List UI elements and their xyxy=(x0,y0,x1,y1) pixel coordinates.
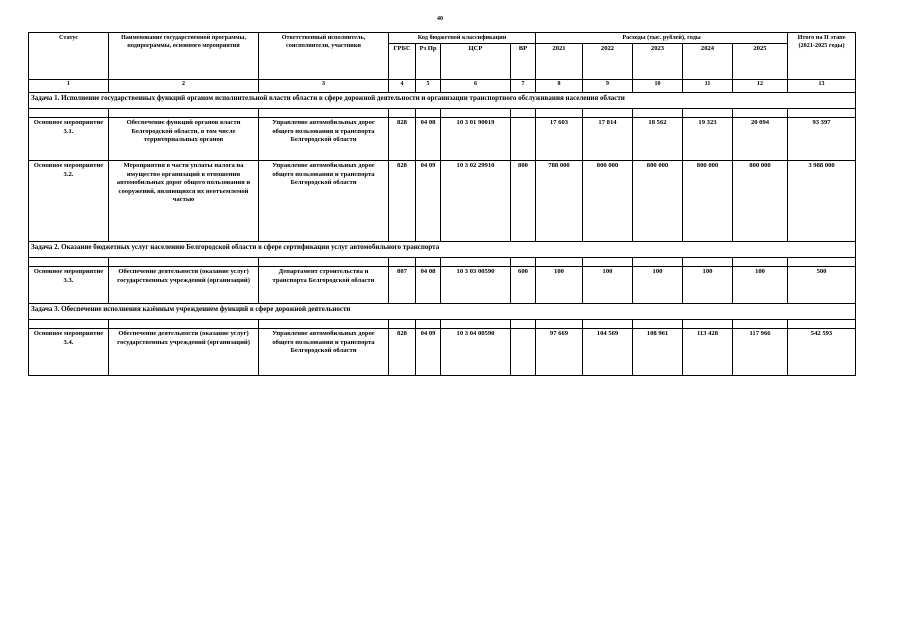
header-year-2022: 2022 xyxy=(583,44,633,80)
amount-2024-cell: 19 323 xyxy=(683,118,733,161)
responsible-cell: Управление автомобильных дорог общего пользования и транспорта Белгородской области xyxy=(259,161,389,242)
spacer-cell xyxy=(441,320,511,329)
name-cell: Обеспечение функций органов власти Белгородской области, в том числе территориальных органов xyxy=(109,118,259,161)
spacer-cell xyxy=(511,258,536,267)
column-number: 11 xyxy=(683,80,733,93)
header-row-1 xyxy=(29,33,856,44)
vr-cell: 800 xyxy=(511,161,536,242)
csr-cell: 10 3 02 29910 xyxy=(441,161,511,242)
name-cell: Обеспечение деятельности (оказание услуг) государственных учреждений (организаций) xyxy=(109,267,259,304)
header-vr: ВР xyxy=(511,44,536,80)
amount-2025-cell: 100 xyxy=(733,267,788,304)
column-number: 7 xyxy=(511,80,536,93)
amount-2022-cell: 100 xyxy=(583,267,633,304)
column-number: 12 xyxy=(733,80,788,93)
task-row-2 xyxy=(29,242,856,258)
grbs-cell: 807 xyxy=(389,267,416,304)
spacer-cell xyxy=(536,258,583,267)
total-cell: 93 397 xyxy=(788,118,856,161)
amount-2021-cell: 97 669 xyxy=(536,329,583,376)
spacer-cell xyxy=(511,320,536,329)
status-cell: Основное мероприятие 3.2. xyxy=(29,161,109,242)
spacer-row xyxy=(29,109,856,118)
amount-2022-cell: 104 569 xyxy=(583,329,633,376)
table-row-3-3 xyxy=(29,267,856,304)
csr-cell: 10 3 04 00590 xyxy=(441,329,511,376)
spacer-cell xyxy=(29,320,109,329)
responsible-cell: Управление автомобильных дорог общего пользования и транспорта Белгородской области xyxy=(259,118,389,161)
total-cell: 500 xyxy=(788,267,856,304)
spacer-cell xyxy=(389,258,416,267)
name-cell: Мероприятия в части уплаты налога на имущество организаций в отношении автомобильных дорог общего пользования и сооружений, являющихся их неотъемлемой частью xyxy=(109,161,259,242)
header-rzpr: Рз Пр xyxy=(416,44,441,80)
spacer-cell xyxy=(788,320,856,329)
rzpr-cell: 04 08 xyxy=(416,267,441,304)
task-row-1 xyxy=(29,93,856,109)
spacer-cell xyxy=(536,320,583,329)
spacer-cell xyxy=(633,109,683,118)
spacer-cell xyxy=(633,320,683,329)
spacer-cell xyxy=(416,109,441,118)
column-number: 1 xyxy=(29,80,109,93)
task-title: Задача 3. Обеспечение исполнения казённым учреждением функций в сфере дорожной деятельности xyxy=(29,304,856,320)
amount-2021-cell: 788 000 xyxy=(536,161,583,242)
name-cell: Обеспечение деятельности (оказание услуг) государственных учреждений (организаций) xyxy=(109,329,259,376)
amount-2024-cell: 100 xyxy=(683,267,733,304)
csr-cell: 10 3 01 90019 xyxy=(441,118,511,161)
column-number: 3 xyxy=(259,80,389,93)
vr-cell: 600 xyxy=(511,267,536,304)
column-number: 9 xyxy=(583,80,633,93)
responsible-cell: Департамент строительства и транспорта Белгородской области xyxy=(259,267,389,304)
header-year-2024: 2024 xyxy=(683,44,733,80)
spacer-cell xyxy=(389,320,416,329)
csr-cell: 10 3 03 00590 xyxy=(441,267,511,304)
amount-2024-cell: 800 000 xyxy=(683,161,733,242)
spacer-row xyxy=(29,258,856,267)
header-year-2023: 2023 xyxy=(633,44,683,80)
responsible-cell: Управление автомобильных дорог общего пользования и транспорта Белгородской области xyxy=(259,329,389,376)
spacer-row xyxy=(29,320,856,329)
column-number: 4 xyxy=(389,80,416,93)
header-year-2021: 2021 xyxy=(536,44,583,80)
spacer-cell xyxy=(536,109,583,118)
status-cell: Основное мероприятие 3.4. xyxy=(29,329,109,376)
amount-2023-cell: 108 961 xyxy=(633,329,683,376)
vr-cell xyxy=(511,118,536,161)
amount-2021-cell: 100 xyxy=(536,267,583,304)
spacer-cell xyxy=(259,320,389,329)
budget-table xyxy=(28,32,856,376)
spacer-cell xyxy=(511,109,536,118)
header-total: Итого на II этапе (2021-2025 годы) xyxy=(788,33,856,80)
spacer-cell xyxy=(416,320,441,329)
table-row-3-4 xyxy=(29,329,856,376)
rzpr-cell: 04 09 xyxy=(416,161,441,242)
header-grbs: ГРБС xyxy=(389,44,416,80)
spacer-cell xyxy=(733,258,788,267)
amount-2023-cell: 100 xyxy=(633,267,683,304)
column-number: 10 xyxy=(633,80,683,93)
spacer-cell xyxy=(29,258,109,267)
spacer-cell xyxy=(416,258,441,267)
status-cell: Основное мероприятие 3.1. xyxy=(29,118,109,161)
amount-2021-cell: 17 603 xyxy=(536,118,583,161)
amount-2023-cell: 18 562 xyxy=(633,118,683,161)
amount-2025-cell: 20 094 xyxy=(733,118,788,161)
rzpr-cell: 04 08 xyxy=(416,118,441,161)
spacer-cell xyxy=(683,109,733,118)
spacer-cell xyxy=(259,109,389,118)
amount-2023-cell: 800 000 xyxy=(633,161,683,242)
header-year-2025: 2025 xyxy=(733,44,788,80)
status-cell: Основное мероприятие 3.3. xyxy=(29,267,109,304)
column-number: 5 xyxy=(416,80,441,93)
column-number: 13 xyxy=(788,80,856,93)
header-program-name: Наименование государственной программы, подпрограммы, основного мероприятия xyxy=(109,33,259,80)
table-row-3-2 xyxy=(29,161,856,242)
column-number-row xyxy=(29,80,856,93)
task-row-3 xyxy=(29,304,856,320)
spacer-cell xyxy=(441,258,511,267)
spacer-cell xyxy=(583,258,633,267)
spacer-cell xyxy=(389,109,416,118)
header-budget-code: Код бюджетной классификации xyxy=(389,33,536,44)
header-expenses: Расходы (тыс. рублей), годы xyxy=(536,33,788,44)
spacer-cell xyxy=(441,109,511,118)
table-row-3-1 xyxy=(29,118,856,161)
task-title: Задача 2. Оказание бюджетных услуг населению Белгородской области в сфере сертификации услуг автомобильного транспорта xyxy=(29,242,856,258)
spacer-cell xyxy=(259,258,389,267)
spacer-cell xyxy=(29,109,109,118)
amount-2024-cell: 113 428 xyxy=(683,329,733,376)
amount-2022-cell: 800 000 xyxy=(583,161,633,242)
header-status: Статус xyxy=(29,33,109,80)
vr-cell xyxy=(511,329,536,376)
spacer-cell xyxy=(109,258,259,267)
grbs-cell: 828 xyxy=(389,329,416,376)
column-number: 8 xyxy=(536,80,583,93)
spacer-cell xyxy=(583,320,633,329)
total-cell: 542 593 xyxy=(788,329,856,376)
column-number: 2 xyxy=(109,80,259,93)
spacer-cell xyxy=(733,109,788,118)
task-title: Задача 1. Исполнение государственных функций органом исполнительной власти области в сфере дорожной деятельности и организации транспортного обслуживания населения области xyxy=(29,93,856,109)
page-number: 40 xyxy=(437,16,443,22)
header-csr: ЦСР xyxy=(441,44,511,80)
spacer-cell xyxy=(109,320,259,329)
amount-2022-cell: 17 814 xyxy=(583,118,633,161)
grbs-cell: 828 xyxy=(389,118,416,161)
rzpr-cell: 04 09 xyxy=(416,329,441,376)
spacer-cell xyxy=(788,109,856,118)
spacer-cell xyxy=(633,258,683,267)
spacer-cell xyxy=(683,320,733,329)
grbs-cell: 828 xyxy=(389,161,416,242)
spacer-cell xyxy=(788,258,856,267)
spacer-cell xyxy=(109,109,259,118)
spacer-cell xyxy=(683,258,733,267)
header-responsible: Ответственный исполнитель, соисполнители, участники xyxy=(259,33,389,80)
total-cell: 3 988 000 xyxy=(788,161,856,242)
spacer-cell xyxy=(733,320,788,329)
amount-2025-cell: 117 966 xyxy=(733,329,788,376)
spacer-cell xyxy=(583,109,633,118)
column-number: 6 xyxy=(441,80,511,93)
amount-2025-cell: 800 000 xyxy=(733,161,788,242)
